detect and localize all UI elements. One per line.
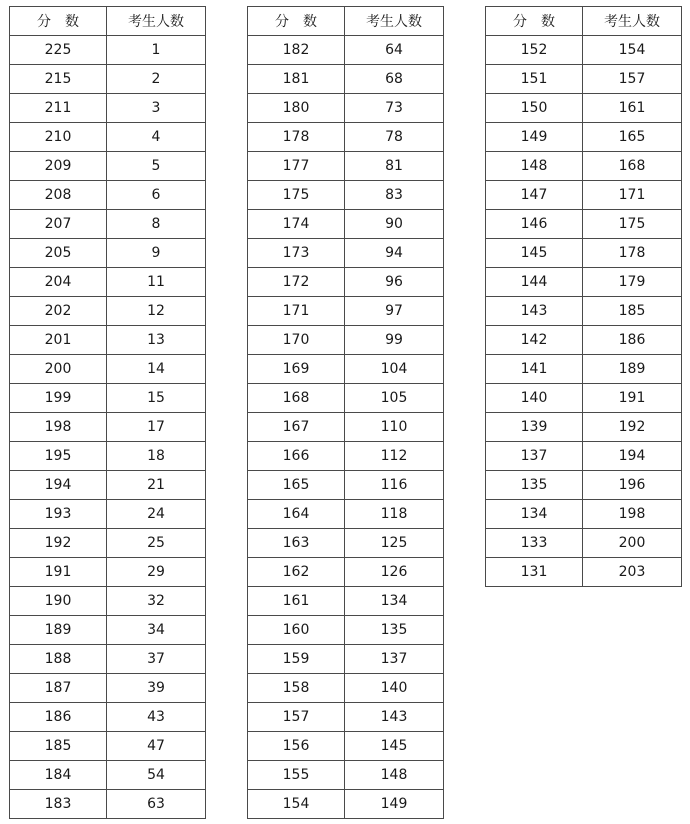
table-row bbox=[486, 442, 682, 471]
score-cell: 165 bbox=[248, 471, 345, 500]
score-cell: 211 bbox=[10, 94, 107, 123]
score-header: 分 数 bbox=[486, 7, 583, 36]
count-cell: 148 bbox=[345, 761, 444, 790]
count-cell: 12 bbox=[107, 297, 206, 326]
score-cell: 168 bbox=[248, 384, 345, 413]
table-row bbox=[248, 152, 444, 181]
table-row bbox=[248, 703, 444, 732]
score-cell: 159 bbox=[248, 645, 345, 674]
score-cell: 156 bbox=[248, 732, 345, 761]
table-row bbox=[248, 587, 444, 616]
score-cell: 192 bbox=[10, 529, 107, 558]
table-row bbox=[248, 413, 444, 442]
table-row bbox=[10, 384, 206, 413]
score-cell: 151 bbox=[486, 65, 583, 94]
score-cell: 135 bbox=[486, 471, 583, 500]
score-cell: 144 bbox=[486, 268, 583, 297]
score-cell: 225 bbox=[10, 36, 107, 65]
score-cell: 186 bbox=[10, 703, 107, 732]
score-cell: 158 bbox=[248, 674, 345, 703]
count-cell: 17 bbox=[107, 413, 206, 442]
table-row bbox=[10, 674, 206, 703]
score-cell: 149 bbox=[486, 123, 583, 152]
score-cell: 194 bbox=[10, 471, 107, 500]
table-row bbox=[486, 210, 682, 239]
table-row bbox=[486, 355, 682, 384]
count-cell: 171 bbox=[583, 181, 682, 210]
count-cell: 32 bbox=[107, 587, 206, 616]
table-row bbox=[248, 645, 444, 674]
count-cell: 97 bbox=[345, 297, 444, 326]
table-row bbox=[10, 471, 206, 500]
count-cell: 25 bbox=[107, 529, 206, 558]
score-cell: 162 bbox=[248, 558, 345, 587]
table-row bbox=[248, 790, 444, 819]
table-row bbox=[248, 355, 444, 384]
table-row bbox=[486, 181, 682, 210]
count-cell: 135 bbox=[345, 616, 444, 645]
table-row bbox=[10, 268, 206, 297]
table-row bbox=[486, 94, 682, 123]
count-cell: 78 bbox=[345, 123, 444, 152]
table-row bbox=[248, 674, 444, 703]
count-cell: 165 bbox=[583, 123, 682, 152]
table-row bbox=[10, 500, 206, 529]
count-cell: 83 bbox=[345, 181, 444, 210]
count-cell: 11 bbox=[107, 268, 206, 297]
count-cell: 9 bbox=[107, 239, 206, 268]
score-cell: 152 bbox=[486, 36, 583, 65]
score-cell: 201 bbox=[10, 326, 107, 355]
count-cell: 21 bbox=[107, 471, 206, 500]
table-row bbox=[10, 761, 206, 790]
table-row bbox=[248, 471, 444, 500]
count-cell: 81 bbox=[345, 152, 444, 181]
count-cell: 203 bbox=[583, 558, 682, 587]
table-row bbox=[248, 761, 444, 790]
count-cell: 4 bbox=[107, 123, 206, 152]
score-cell: 139 bbox=[486, 413, 583, 442]
table-row bbox=[248, 36, 444, 65]
count-cell: 34 bbox=[107, 616, 206, 645]
table-row bbox=[10, 239, 206, 268]
score-cell: 208 bbox=[10, 181, 107, 210]
table-row bbox=[10, 732, 206, 761]
table-row bbox=[248, 181, 444, 210]
count-cell: 118 bbox=[345, 500, 444, 529]
count-cell: 104 bbox=[345, 355, 444, 384]
table-row bbox=[486, 36, 682, 65]
table-row bbox=[486, 65, 682, 94]
table-row bbox=[248, 558, 444, 587]
table-row bbox=[10, 65, 206, 94]
score-cell: 181 bbox=[248, 65, 345, 94]
table-row bbox=[10, 558, 206, 587]
count-cell: 112 bbox=[345, 442, 444, 471]
score-cell: 188 bbox=[10, 645, 107, 674]
count-cell: 178 bbox=[583, 239, 682, 268]
score-cell: 185 bbox=[10, 732, 107, 761]
score-cell: 183 bbox=[10, 790, 107, 819]
table-row bbox=[10, 587, 206, 616]
table-row bbox=[10, 297, 206, 326]
count-cell: 90 bbox=[345, 210, 444, 239]
score-cell: 160 bbox=[248, 616, 345, 645]
score-cell: 133 bbox=[486, 529, 583, 558]
table-row bbox=[10, 529, 206, 558]
count-cell: 94 bbox=[345, 239, 444, 268]
score-cell: 131 bbox=[486, 558, 583, 587]
table-row bbox=[10, 413, 206, 442]
score-cell: 150 bbox=[486, 94, 583, 123]
score-table-1 bbox=[9, 6, 206, 819]
table-row bbox=[248, 616, 444, 645]
table-row bbox=[248, 732, 444, 761]
score-cell: 147 bbox=[486, 181, 583, 210]
score-cell: 167 bbox=[248, 413, 345, 442]
score-cell: 175 bbox=[248, 181, 345, 210]
count-cell: 8 bbox=[107, 210, 206, 239]
score-cell: 215 bbox=[10, 65, 107, 94]
count-cell: 192 bbox=[583, 413, 682, 442]
table-row bbox=[248, 529, 444, 558]
table-row bbox=[10, 442, 206, 471]
count-cell: 126 bbox=[345, 558, 444, 587]
count-cell: 47 bbox=[107, 732, 206, 761]
count-cell: 149 bbox=[345, 790, 444, 819]
score-table-2 bbox=[247, 6, 444, 819]
table-row bbox=[248, 442, 444, 471]
score-cell: 193 bbox=[10, 500, 107, 529]
header-row bbox=[248, 7, 444, 36]
count-cell: 157 bbox=[583, 65, 682, 94]
count-header: 考生人数 bbox=[107, 7, 206, 36]
header-row bbox=[10, 7, 206, 36]
score-cell: 199 bbox=[10, 384, 107, 413]
score-cell: 173 bbox=[248, 239, 345, 268]
table-row bbox=[10, 94, 206, 123]
score-cell: 207 bbox=[10, 210, 107, 239]
count-cell: 200 bbox=[583, 529, 682, 558]
score-cell: 140 bbox=[486, 384, 583, 413]
count-cell: 13 bbox=[107, 326, 206, 355]
score-cell: 209 bbox=[10, 152, 107, 181]
score-cell: 189 bbox=[10, 616, 107, 645]
count-cell: 154 bbox=[583, 36, 682, 65]
count-cell: 105 bbox=[345, 384, 444, 413]
score-cell: 191 bbox=[10, 558, 107, 587]
score-cell: 172 bbox=[248, 268, 345, 297]
table-row bbox=[10, 181, 206, 210]
table-row bbox=[10, 152, 206, 181]
table-row bbox=[10, 790, 206, 819]
count-cell: 37 bbox=[107, 645, 206, 674]
score-cell: 187 bbox=[10, 674, 107, 703]
score-cell: 169 bbox=[248, 355, 345, 384]
table-row bbox=[486, 413, 682, 442]
score-header: 分 数 bbox=[248, 7, 345, 36]
count-cell: 5 bbox=[107, 152, 206, 181]
score-cell: 171 bbox=[248, 297, 345, 326]
count-header: 考生人数 bbox=[345, 7, 444, 36]
count-cell: 110 bbox=[345, 413, 444, 442]
score-cell: 200 bbox=[10, 355, 107, 384]
score-cell: 178 bbox=[248, 123, 345, 152]
score-cell: 198 bbox=[10, 413, 107, 442]
count-cell: 145 bbox=[345, 732, 444, 761]
table-row bbox=[248, 326, 444, 355]
table-row bbox=[248, 65, 444, 94]
table-row bbox=[10, 326, 206, 355]
score-header: 分 数 bbox=[10, 7, 107, 36]
score-cell: 202 bbox=[10, 297, 107, 326]
table-row bbox=[486, 152, 682, 181]
score-cell: 210 bbox=[10, 123, 107, 152]
count-cell: 137 bbox=[345, 645, 444, 674]
score-cell: 164 bbox=[248, 500, 345, 529]
count-cell: 116 bbox=[345, 471, 444, 500]
table-row bbox=[486, 384, 682, 413]
count-cell: 191 bbox=[583, 384, 682, 413]
header-row bbox=[486, 7, 682, 36]
count-cell: 175 bbox=[583, 210, 682, 239]
table-row bbox=[248, 94, 444, 123]
score-cell: 141 bbox=[486, 355, 583, 384]
table-row bbox=[248, 297, 444, 326]
score-cell: 148 bbox=[486, 152, 583, 181]
table-row bbox=[248, 239, 444, 268]
score-table-3 bbox=[485, 6, 682, 587]
count-cell: 161 bbox=[583, 94, 682, 123]
score-cell: 177 bbox=[248, 152, 345, 181]
table-row bbox=[248, 384, 444, 413]
score-cell: 195 bbox=[10, 442, 107, 471]
count-header: 考生人数 bbox=[583, 7, 682, 36]
count-cell: 186 bbox=[583, 326, 682, 355]
count-cell: 96 bbox=[345, 268, 444, 297]
count-cell: 198 bbox=[583, 500, 682, 529]
score-cell: 205 bbox=[10, 239, 107, 268]
score-cell: 137 bbox=[486, 442, 583, 471]
table-row bbox=[10, 703, 206, 732]
count-cell: 3 bbox=[107, 94, 206, 123]
score-cell: 142 bbox=[486, 326, 583, 355]
count-cell: 18 bbox=[107, 442, 206, 471]
count-cell: 196 bbox=[583, 471, 682, 500]
table-row bbox=[10, 355, 206, 384]
score-cell: 170 bbox=[248, 326, 345, 355]
table-row bbox=[248, 210, 444, 239]
count-cell: 39 bbox=[107, 674, 206, 703]
table-row bbox=[248, 500, 444, 529]
count-cell: 73 bbox=[345, 94, 444, 123]
count-cell: 134 bbox=[345, 587, 444, 616]
count-cell: 140 bbox=[345, 674, 444, 703]
count-cell: 24 bbox=[107, 500, 206, 529]
count-cell: 64 bbox=[345, 36, 444, 65]
count-cell: 168 bbox=[583, 152, 682, 181]
count-cell: 54 bbox=[107, 761, 206, 790]
table-row bbox=[486, 123, 682, 152]
table-row bbox=[486, 268, 682, 297]
score-cell: 157 bbox=[248, 703, 345, 732]
score-cell: 155 bbox=[248, 761, 345, 790]
table-row bbox=[486, 558, 682, 587]
table-row bbox=[10, 123, 206, 152]
score-cell: 166 bbox=[248, 442, 345, 471]
score-cell: 154 bbox=[248, 790, 345, 819]
count-cell: 2 bbox=[107, 65, 206, 94]
table-row bbox=[10, 210, 206, 239]
score-cell: 180 bbox=[248, 94, 345, 123]
score-cell: 174 bbox=[248, 210, 345, 239]
score-cell: 163 bbox=[248, 529, 345, 558]
table-row bbox=[486, 326, 682, 355]
score-cell: 143 bbox=[486, 297, 583, 326]
count-cell: 6 bbox=[107, 181, 206, 210]
score-cell: 190 bbox=[10, 587, 107, 616]
count-cell: 15 bbox=[107, 384, 206, 413]
count-cell: 194 bbox=[583, 442, 682, 471]
score-cell: 145 bbox=[486, 239, 583, 268]
table-row bbox=[486, 500, 682, 529]
count-cell: 29 bbox=[107, 558, 206, 587]
table-row bbox=[248, 123, 444, 152]
score-cell: 134 bbox=[486, 500, 583, 529]
count-cell: 99 bbox=[345, 326, 444, 355]
count-cell: 68 bbox=[345, 65, 444, 94]
score-cell: 204 bbox=[10, 268, 107, 297]
count-cell: 43 bbox=[107, 703, 206, 732]
score-cell: 184 bbox=[10, 761, 107, 790]
score-cell: 182 bbox=[248, 36, 345, 65]
count-cell: 185 bbox=[583, 297, 682, 326]
count-cell: 63 bbox=[107, 790, 206, 819]
table-row bbox=[10, 36, 206, 65]
table-row bbox=[486, 297, 682, 326]
count-cell: 125 bbox=[345, 529, 444, 558]
table-row bbox=[486, 529, 682, 558]
table-row bbox=[486, 239, 682, 268]
score-cell: 146 bbox=[486, 210, 583, 239]
count-cell: 179 bbox=[583, 268, 682, 297]
table-row bbox=[10, 616, 206, 645]
table-row bbox=[248, 268, 444, 297]
count-cell: 189 bbox=[583, 355, 682, 384]
score-cell: 161 bbox=[248, 587, 345, 616]
count-cell: 14 bbox=[107, 355, 206, 384]
count-cell: 1 bbox=[107, 36, 206, 65]
table-row bbox=[10, 645, 206, 674]
table-row bbox=[486, 471, 682, 500]
count-cell: 143 bbox=[345, 703, 444, 732]
